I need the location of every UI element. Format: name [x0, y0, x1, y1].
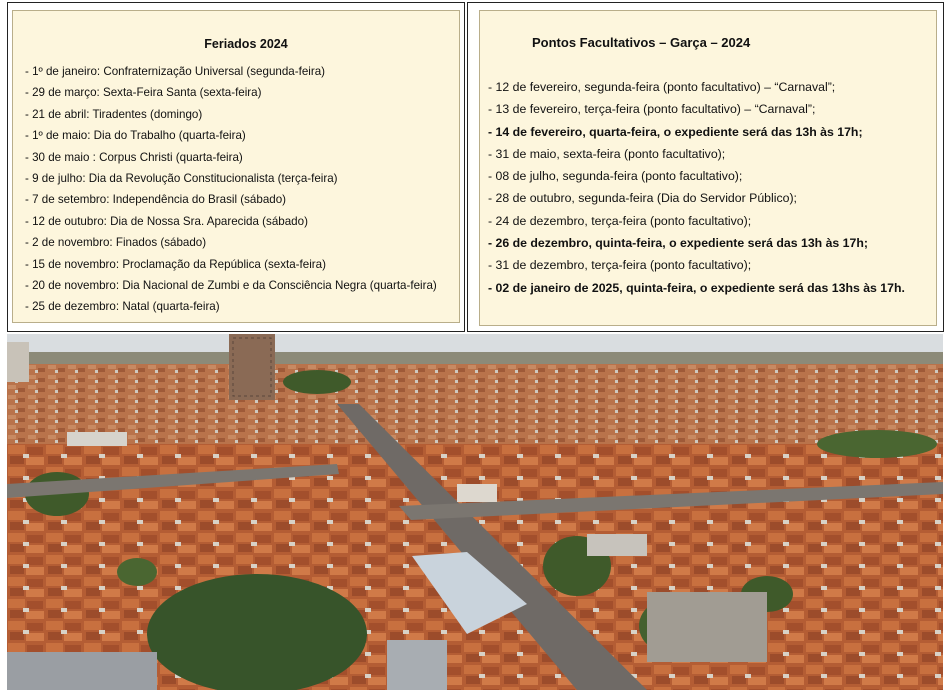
holiday-item: - 30 de maio : Corpus Christi (quarta-feira) [25, 150, 243, 164]
ponto-item: - 28 de outubro, segunda-feira (Dia do Servidor Público); [488, 191, 797, 206]
holiday-item: - 29 de março: Sexta-Feira Santa (sexta-feira) [25, 86, 262, 100]
pontos-list [488, 76, 905, 299]
ponto-item: - 14 de fevereiro, quarta-feira, o expediente será das 13h às 17h; [488, 124, 863, 139]
feriados-panel [12, 10, 460, 323]
holiday-item: - 7 de setembro: Independência do Brasil (sábado) [25, 193, 287, 207]
ponto-item: - 02 de janeiro de 2025, quinta-feira, o expediente será das 13hs às 17h. [488, 280, 905, 295]
aerial-city-photo [7, 334, 943, 690]
holiday-item: - 12 de outubro: Dia de Nossa Sra. Aparecida (sábado) [25, 214, 308, 228]
holiday-item: - 20 de novembro: Dia Nacional de Zumbi e da Consciência Negra (quarta-feira) [25, 278, 437, 292]
ponto-item: - 08 de julho, segunda-feira (ponto facultativo); [488, 169, 743, 184]
feriados-title: Feriados 2024 [204, 37, 288, 51]
ponto-item: - 12 de fevereiro, segunda-feira (ponto facultativo) – “Carnaval”; [488, 80, 836, 94]
holiday-item: - 25 de dezembro: Natal (quarta-feira) [25, 300, 220, 314]
ponto-item: - 31 de dezembro, terça-feira (ponto facultativo); [488, 258, 752, 273]
holiday-item: - 1º de maio: Dia do Trabalho (quarta-feira) [25, 129, 246, 143]
ponto-item: - 26 de dezembro, quinta-feira, o expediente será das 13h às 17h; [488, 236, 868, 251]
ponto-item: - 31 de maio, sexta-feira (ponto facultativo); [488, 146, 726, 161]
holiday-item: - 21 de abril: Tiradentes (domingo) [25, 107, 203, 121]
feriados-list [25, 61, 437, 318]
pontos-title: Pontos Facultativos – Garça – 2024 [532, 35, 751, 50]
ponto-item: - 13 de fevereiro, terça-feira (ponto facultativo) – “Carnaval”; [488, 102, 816, 117]
holiday-item: - 2 de novembro: Finados (sábado) [25, 236, 207, 250]
pontos-panel [479, 10, 937, 326]
ponto-item: - 24 de dezembro, terça-feira (ponto facultativo); [488, 213, 752, 228]
holiday-item: - 15 de novembro: Proclamação da República (sexta-feira) [25, 257, 326, 271]
holiday-item: - 1º de janeiro: Confraternização Universal (segunda-feira) [25, 65, 326, 78]
holiday-item: - 9 de julho: Dia da Revolução Constitucionalista (terça-feira) [25, 171, 338, 185]
